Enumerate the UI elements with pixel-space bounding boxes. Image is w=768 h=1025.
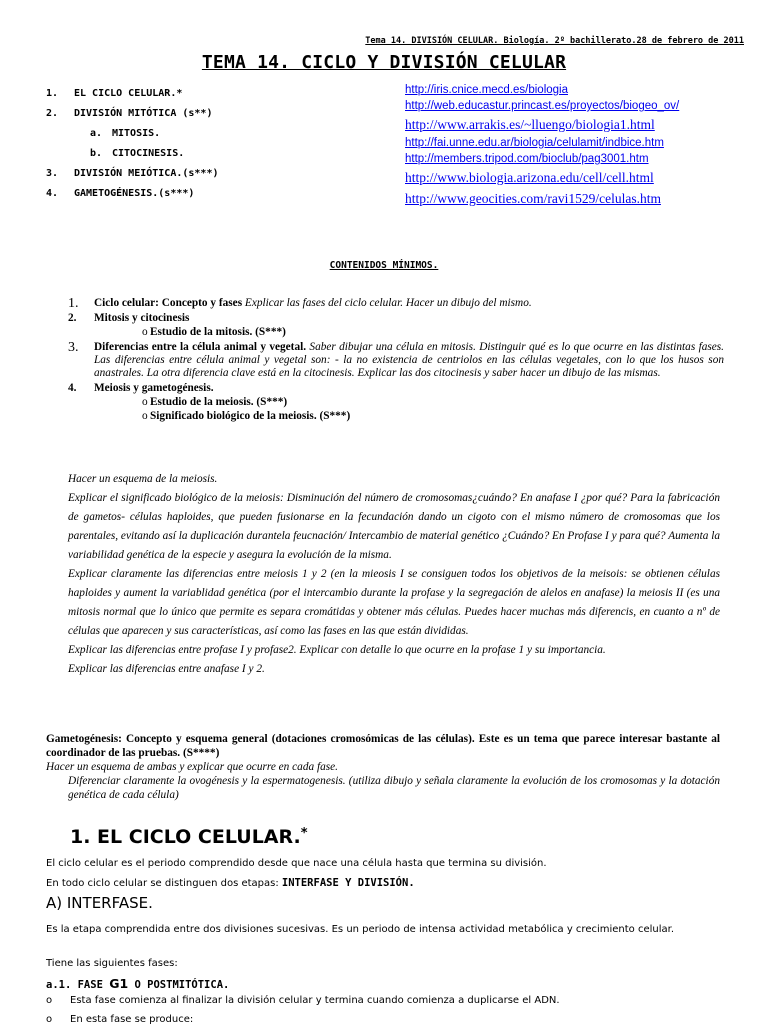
link-geocities[interactable]: http://www.geocities.com/ravi1529/celulas.htm: [405, 191, 661, 206]
link-iris-cnice[interactable]: http://iris.cnice.mecd.es/biologia: [405, 84, 568, 96]
list-subitem: o Significado biológico de la meiosis. (S***): [142, 410, 351, 422]
paragraph: Explicar las diferencias entre anafase I y 2.: [68, 663, 265, 675]
link-educastur[interactable]: http://web.educastur.princast.es/proyectos/biogeo_ov/: [405, 100, 680, 112]
running-header: Tema 14. DIVISIÓN CELULAR. Biología. 2º bachillerato.28 de febrero de 2011: [365, 36, 744, 46]
paragraph: Explicar el significado biológico de la meiosis: Disminución del número de cromosomas¿cuándo? En anafase I ¿por qué? Para la fabricación de gametos- células haploides, que pueden fusionarse en la fecundación dando un cigoto con el mismo número de cromosomas que los parentales, evitando así la duplicación durantela feucnación/ Intercambio de material genético ¿Cuándo? En Profase I y para qué? Aumenta la variabilidad genética de la especie y asegura la evolución de la misma.: [68, 492, 720, 561]
section-heading-interfase: A) INTERFASE.: [46, 894, 153, 912]
paragraph: Hacer un esquema de ambas y explicar que ocurre en cada fase.: [46, 761, 338, 773]
toc-subitem[interactable]: a. MITOSIS.: [90, 128, 161, 139]
gametogenesis-title: Gametogénesis: Concepto y esquema general (dotaciones cromosómicas de las células). Este es un tema que parece interesar bastante al coordinador de las pruebas. (S****): [46, 733, 720, 759]
list-item: 2. Mitosis y citocinesis o Estudio de la mitosis. (S***): [68, 312, 724, 339]
toc-subitem[interactable]: b. CITOCINESIS.: [90, 148, 185, 159]
subsection-heading-g1: a.1. FASE G1 O POSTMITÓTICA.: [46, 976, 230, 991]
page-title: TEMA 14. CICLO Y DIVISIÓN CELULAR: [201, 52, 567, 73]
list-item: 3. Diferencias entre la célula animal y vegetal. Saber dibujar una célula en mitosis. Distinguir qué es lo que ocurre en las distintas fases. Las diferencias entre célula animal y vegetal son: - la no existencia de centriolos en las células vegetales, con lo que los husos son anastrales. La otra diferencia clave está en la citocinesis. Explicar las dos citocinesis y saber hacer un dibujo de las mismas.: [68, 340, 725, 379]
contenidos-heading: CONTENIDOS MÍNIMOS.: [329, 260, 439, 271]
paragraph: En todo ciclo celular se distinguen dos etapas: INTERFASE Y DIVISIÓN.: [46, 877, 415, 889]
paragraph: Explicar las diferencias entre profase I y profase2. Explicar con detalle lo que ocurre en la profase 1 y su importancia.: [68, 644, 606, 656]
reference-links: [405, 82, 679, 209]
link-arrakis[interactable]: http://www.arrakis.es/~lluengo/biologia1.html: [405, 117, 655, 132]
paragraph: Diferenciar claramente la ovogénesis y la espermatogenesis. (utiliza dibujo y señala claramente la evolución de los cromosomas y la dotación genética de cada célula): [68, 775, 720, 801]
toc-item[interactable]: 4. GAMETOGÉNESIS.(s***): [46, 188, 195, 199]
link-tripod[interactable]: http://members.tripod.com/bioclub/pag3001.htm: [405, 153, 649, 165]
list-subitem: o Estudio de la mitosis. (S***): [142, 326, 286, 338]
list-item: 4. Meiosis y gametogénesis. o Estudio de la meiosis. (S***) o Significado biológico de la meiosis. (S***): [68, 382, 724, 423]
list-item: o En esta fase se produce:: [46, 1014, 194, 1025]
gametogenesis-block: [46, 732, 720, 802]
paragraph: Tiene las siguientes fases:: [46, 958, 178, 969]
paragraph: Es la etapa comprendida entre dos divisiones sucesivas. Es un periodo de intensa actividad metabólica y crecimiento celular.: [46, 924, 675, 935]
link-unne[interactable]: http://fai.unne.edu.ar/biologia/celulamit/indbice.htm: [405, 137, 664, 149]
table-of-contents: [46, 84, 219, 204]
paragraph: Explicar claramente las diferencias entre meiosis 1 y 2 (en la mieosis I se consiguen todos los objetivos de la meisois: se obtienen células haploides y aument la variablidad genética (por el intercambio durante la profase y la segregación de alelos en anafase) la meiosis II (es una mitosis normal que lo único que permite es separa cromátidas y obtener más células. Puedes hacer muchas más diferencis, en cuanto a nº de células que aparecen y sus características, así como las fases en las que están divididas.: [68, 568, 720, 637]
list-item: 1. Ciclo celular: Concepto y fases Explicar las fases del ciclo celular. Hacer un dibujo del mismo.: [68, 296, 532, 311]
toc-item[interactable]: 3. DIVISIÓN MEIÓTICA.(s***): [46, 168, 219, 179]
contenidos-list: [68, 297, 724, 425]
list-item: o Esta fase comienza al finalizar la división celular y termina cuando comienza a duplicarse el ADN.: [46, 995, 560, 1006]
toc-item[interactable]: 1. EL CICLO CELULAR.*: [46, 88, 183, 99]
section-heading-ciclo-celular: 1. EL CICLO CELULAR.*: [70, 826, 308, 848]
toc-item[interactable]: 2. DIVISIÓN MITÓTICA (s**): [46, 108, 213, 119]
list-subitem: o Estudio de la meiosis. (S***): [142, 396, 288, 408]
paragraph: El ciclo celular es el periodo comprendido desde que nace una célula hasta que termina su división.: [46, 858, 547, 869]
link-arizona[interactable]: http://www.biologia.arizona.edu/cell/cell.html: [405, 170, 654, 185]
meiosis-notes: [68, 470, 720, 679]
paragraph: Hacer un esquema de la meiosis.: [68, 473, 218, 485]
